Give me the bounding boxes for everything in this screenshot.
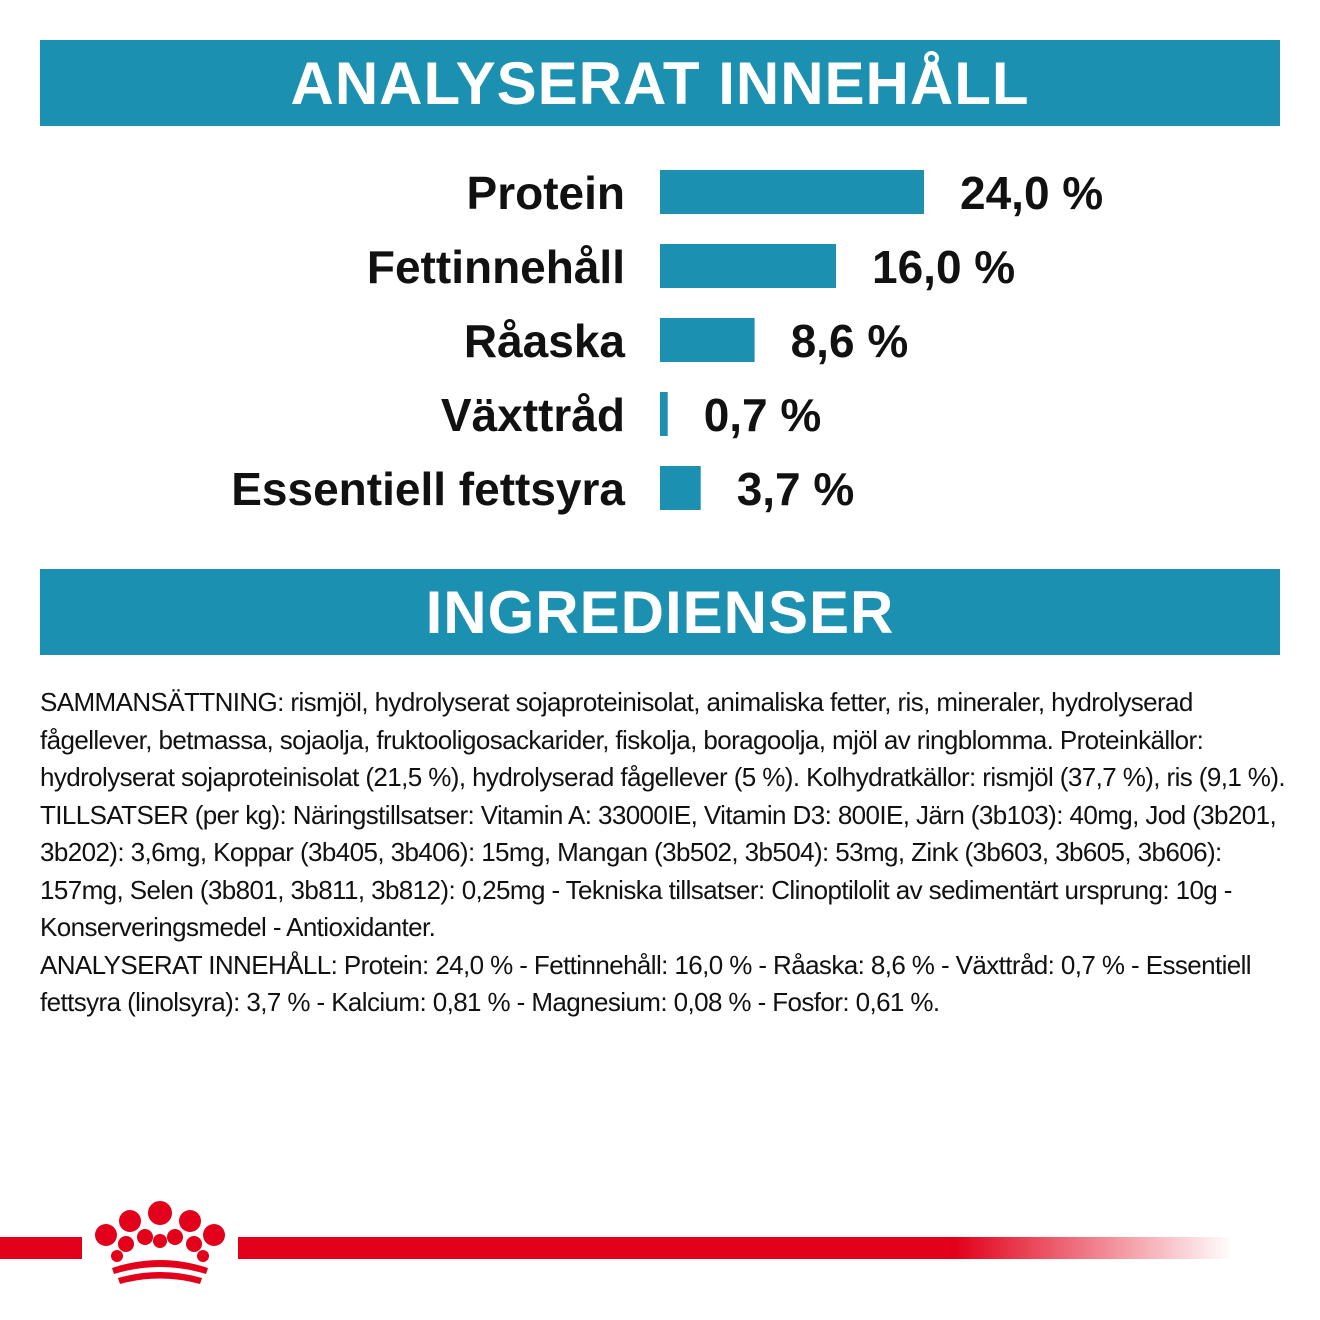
value-label: 24,0 % — [960, 167, 1104, 219]
category-label: Essentiell fettsyra — [231, 463, 625, 515]
bar — [660, 392, 668, 436]
category-label: Råaska — [463, 315, 625, 367]
nutrient-bar-chart — [0, 140, 1320, 540]
right-red-line — [238, 1237, 1233, 1259]
bar — [660, 318, 755, 362]
bar — [660, 244, 836, 288]
analysis-section-title: ANALYSERAT INNEHÅLL — [290, 49, 1030, 117]
footer-brand-strip — [0, 1200, 1320, 1290]
category-label: Fettinnehåll — [366, 241, 625, 293]
ingredients-section-header — [40, 569, 1280, 655]
analysis-paragraph: ANALYSERAT INNEHÅLL: Protein: 24,0 % - Fettinnehåll: 16,0 % - Råaska: 8,6 % - Växttråd: 0,7 % - Essentiell fettsyra (linolsyra): 3,7 % - Kalcium: 0,81 % - Magnesium: 0,08 % - Fosfor: 0,61 %. — [40, 949, 1251, 1017]
royal-crown-icon — [95, 1201, 225, 1284]
ingredients-text — [40, 684, 1285, 1022]
bar — [660, 466, 701, 510]
value-label: 0,7 % — [703, 389, 822, 441]
composition-paragraph: SAMMANSÄTTNING: rismjöl, hydrolyserat sojaproteinisolat, animaliska fetter, ris, mineraler, hydrolyserad fågellever, betmassa, sojaolja, fruktooligosackarider, fiskolja, boragoolja, mjöl av ringblomma. Proteinkällor: hydrolyserat sojaproteinisolat (21,5 %), hydrolyserad fågellever (5 %). Kolhydratkällor: rismjöl (37,7 %), ris (9,1 %). — [40, 687, 1286, 792]
value-label: 16,0 % — [872, 241, 1016, 293]
left-red-line — [0, 1237, 82, 1259]
bar — [660, 170, 924, 214]
category-label: Protein — [466, 167, 625, 219]
value-label: 8,6 % — [790, 315, 909, 367]
value-label: 3,7 % — [736, 463, 855, 515]
category-label: Växttråd — [440, 389, 625, 441]
ingredients-section-title: INGREDIENSER — [425, 578, 895, 646]
additives-paragraph: TILLSATSER (per kg): Näringstillsatser: Vitamin A: 33000IE, Vitamin D3: 800IE, Järn (3b103): 40mg, Jod (3b201, 3b202): 3,6mg, Koppar (3b405, 3b406): 15mg, Mangan (3b502, 3b504): 53mg, Zink (3b603, 3b605, 3b606): 157mg, Selen (3b801, 3b811, 3b812): 0,25mg - Tekniska tillsatser: Clinoptilolit av sedimentärt ursprung: 10g - Konserveringsmedel - Antioxidanter. — [40, 799, 1277, 942]
analysis-section-header — [40, 40, 1280, 126]
